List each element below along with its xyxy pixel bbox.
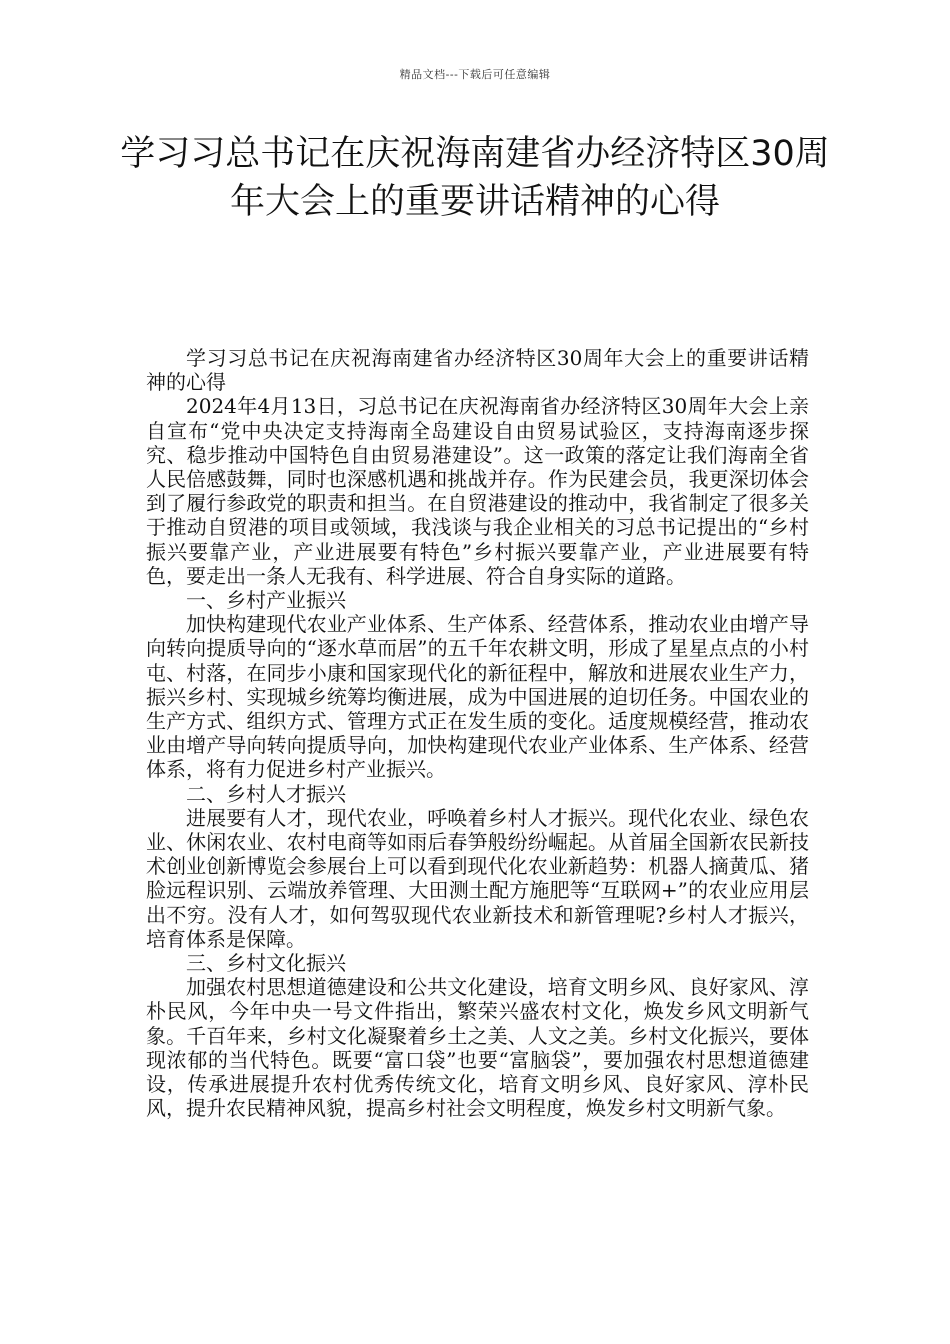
document-title: 学习习总书记在庆祝海南建省办经济特区30周年大会上的重要讲话精神的心得 bbox=[120, 134, 830, 222]
section-heading-culture: 三、乡村文化振兴 bbox=[186, 951, 346, 976]
document-body bbox=[146, 346, 809, 1121]
paragraph-subtitle: 学习习总书记在庆祝海南建省办经济特区30周年大会上的重要讲话精神的心得 bbox=[146, 346, 809, 395]
paragraph-intro: 2024年4月13日，习总书记在庆祝海南省办经济特区30周年大会上亲自宣布“党中央决定支持海南全岛建设自由贸易试验区，支持海南逐步探究、稳步推动中国特色自由贸易港建设”。这一政策的落定让我们海南全省人民倍感鼓舞，同时也深感机遇和挑战并存。作为民建会员，我更深切体会到了履行参政党的职责和担当。在自贸港建设的推动中，我省制定了很多关于推动自贸港的项目或领域，我浅谈与我企业相关的习总书记提出的“乡村振兴要靠产业，产业进展要有特色”乡村振兴要靠产业，产业进展要有特色，要走出一条人无我有、科学进展、符合自身实际的道路。 bbox=[146, 394, 809, 588]
header-note: 精品文档---下载后可任意编辑 bbox=[399, 68, 551, 81]
section-heading-industry: 一、乡村产业振兴 bbox=[186, 588, 346, 613]
paragraph-culture: 加强农村思想道德建设和公共文化建设，培育文明乡风、良好家风、淳朴民风，今年中央一号文件指出，繁荣兴盛农村文化，焕发乡风文明新气象。千百年来，乡村文化凝聚着乡土之美、人文之美。乡村文化振兴，要体现浓郁的当代特色。既要“富口袋”也要“富脑袋”，要加强农村思想道德建设，传承进展提升农村优秀传统文化，培育文明乡风、良好家风、淳朴民风，提升农民精神风貌，提高乡村社会文明程度，焕发乡村文明新气象。 bbox=[146, 975, 809, 1121]
paragraph-industry: 加快构建现代农业产业体系、生产体系、经营体系，推动农业由增产导向转向提质导向的“逐水草而居”的五千年农耕文明，形成了星星点点的小村屯、村落，在同步小康和国家现代化的新征程中，解放和进展农业生产力，振兴乡村、实现城乡统筹均衡进展，成为中国进展的迫切任务。中国农业的生产方式、组织方式、管理方式正在发生质的变化。适度规模经营，推动农业由增产导向转向提质导向，加快构建现代农业产业体系、生产体系、经营体系，将有力促进乡村产业振兴。 bbox=[146, 612, 809, 782]
section-heading-talent: 二、乡村人才振兴 bbox=[186, 781, 346, 806]
paragraph-talent: 进展要有人才，现代农业，呼唤着乡村人才振兴。现代化农业、绿色农业、休闲农业、农村电商等如雨后春笋般纷纷崛起。从首届全国新农民新技术创业创新博览会参展台上可以看到现代化农业新趋势：机器人摘黄瓜、猪脸远程识别、云端放养管理、大田测土配方施肥等“互联网+”的农业应用层出不穷。没有人才，如何驾驭现代农业新技术和新管理呢?乡村人才振兴，培育体系是保障。 bbox=[146, 805, 809, 951]
